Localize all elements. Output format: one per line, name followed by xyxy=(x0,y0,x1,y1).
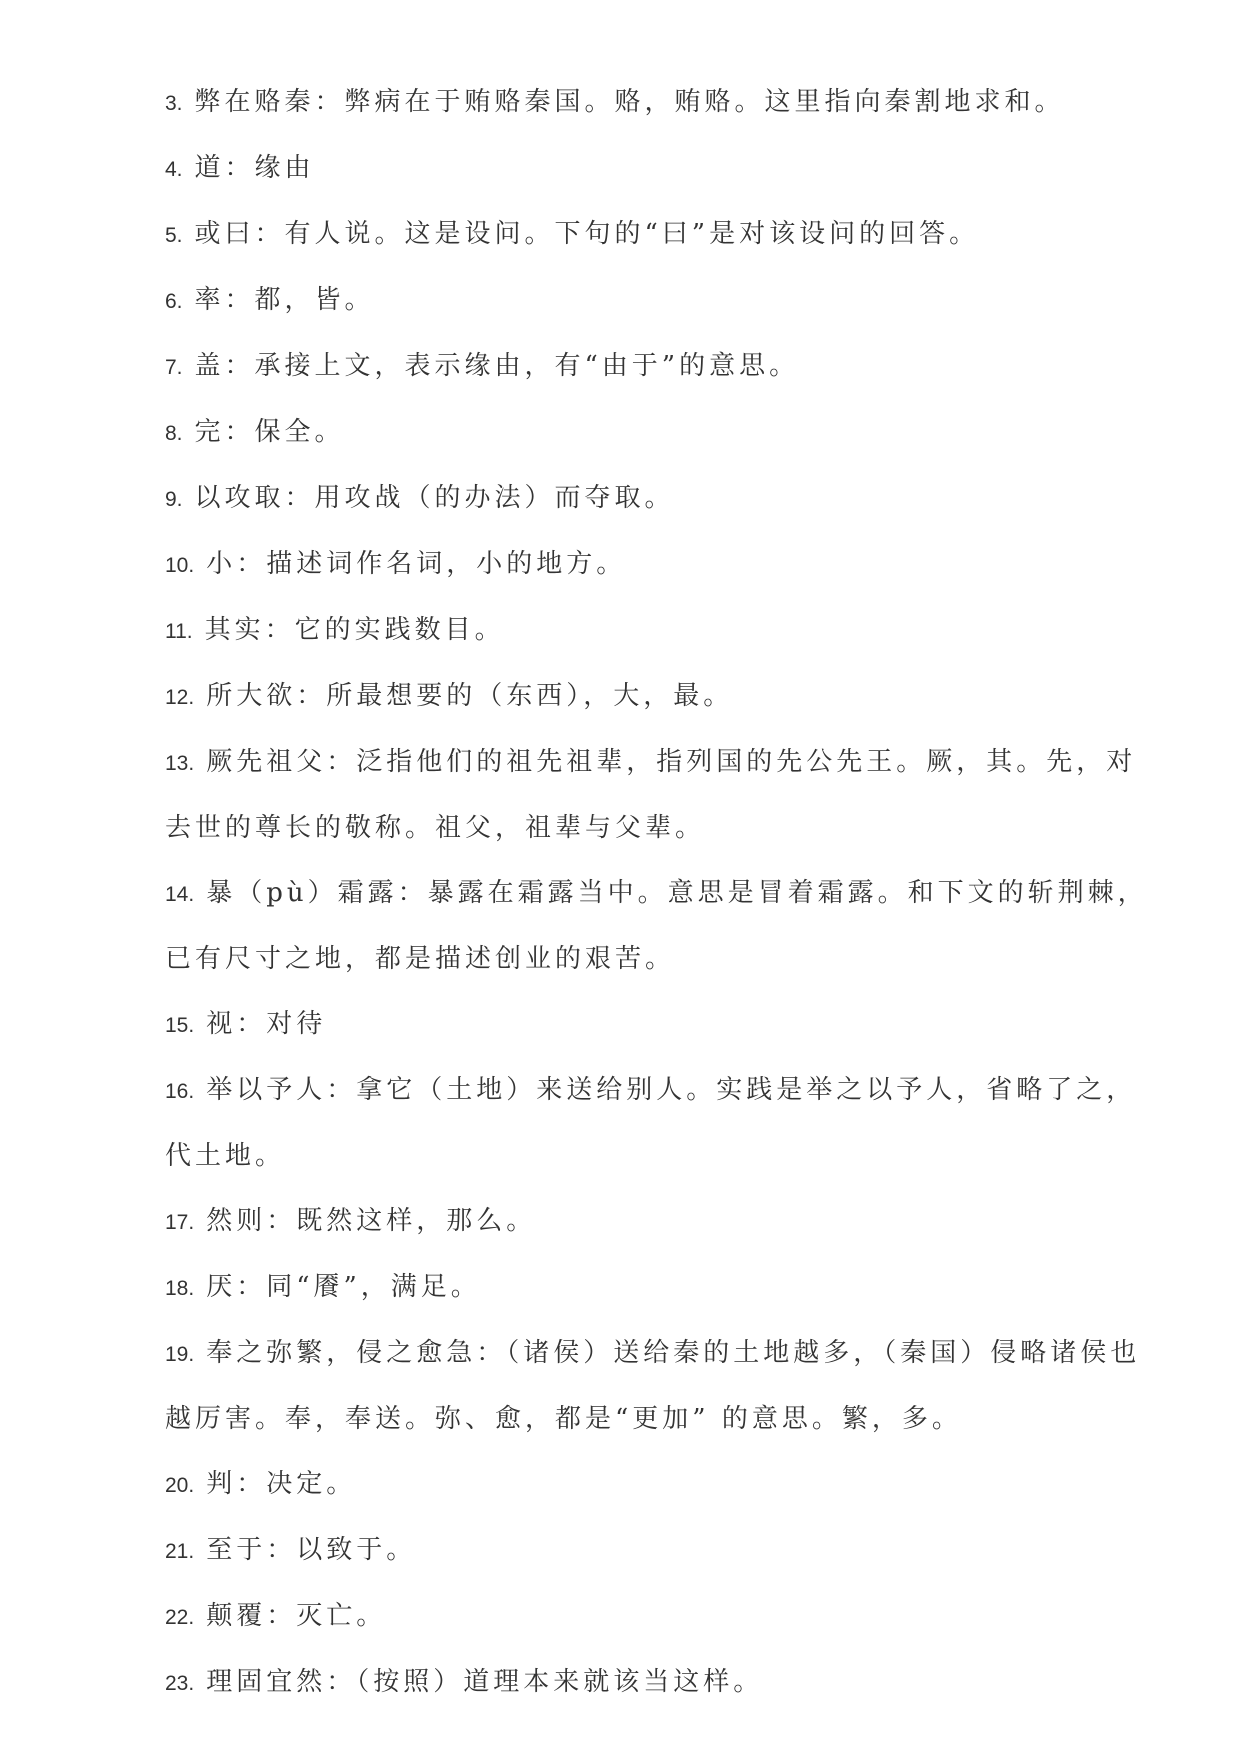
annotation-number: 10. xyxy=(165,554,195,577)
annotation-item xyxy=(165,664,1150,730)
annotation-text: 暴（pù）霜露：暴露在霜露当中。意思是冒着霜露。和下文的斩荆棘，已有尺寸之地，都是描述创业的艰苦。 xyxy=(165,878,1148,974)
annotation-text: 厌：同“餍”，满足。 xyxy=(206,1272,481,1302)
annotation-text: 举以予人：拿它（土地）来送给别人。实践是举之以予人，省略了之，代土地。 xyxy=(165,1075,1137,1171)
annotation-item xyxy=(165,532,1150,598)
annotation-item xyxy=(165,466,1150,532)
annotation-text: 理固宜然：（按照）道理本来就该当这样。 xyxy=(206,1667,764,1697)
annotation-number: 4. xyxy=(165,158,183,181)
annotation-item xyxy=(165,202,1150,268)
annotation-text: 所大欲：所最想要的（东西），大，最。 xyxy=(206,681,734,711)
annotation-text: 其实：它的实践数目。 xyxy=(204,615,505,645)
annotation-item xyxy=(165,1650,1150,1716)
annotation-item xyxy=(165,1584,1150,1650)
annotation-item xyxy=(165,400,1150,466)
annotation-text: 弊在赂秦：弊病在于贿赂秦国。赂，贿赂。这里指向秦割地求和。 xyxy=(194,87,1065,117)
annotation-number: 20. xyxy=(165,1474,195,1497)
annotation-item xyxy=(165,334,1150,400)
annotation-item xyxy=(165,861,1150,992)
annotation-item xyxy=(165,1255,1150,1321)
annotation-number: 16. xyxy=(165,1080,195,1103)
annotation-item xyxy=(165,992,1150,1058)
annotation-number: 15. xyxy=(165,1014,195,1037)
annotation-list xyxy=(165,70,1150,1716)
annotation-text: 道：缘由 xyxy=(194,153,315,183)
annotation-number: 22. xyxy=(165,1606,195,1629)
annotation-number: 13. xyxy=(165,752,195,775)
annotation-number: 6. xyxy=(165,290,183,313)
annotation-text: 以攻取：用攻战（的办法）而夺取。 xyxy=(194,483,675,513)
annotation-number: 8. xyxy=(165,422,183,445)
annotation-text: 至于：以致于。 xyxy=(206,1535,417,1565)
annotation-item xyxy=(165,1189,1150,1255)
annotation-text: 小：描述词作名词，小的地方。 xyxy=(206,549,627,579)
annotation-text: 率：都，皆。 xyxy=(194,285,375,315)
annotation-number: 3. xyxy=(165,92,183,115)
annotation-number: 14. xyxy=(165,883,195,906)
annotation-item xyxy=(165,268,1150,334)
annotation-number: 7. xyxy=(165,356,183,379)
annotation-text: 或曰：有人说。这是设问。下句的“曰”是对该设问的回答。 xyxy=(194,219,980,249)
annotation-text: 奉之弥繁，侵之愈急：（诸侯）送给秦的土地越多，（秦国）侵略诸侯也越厉害。奉，奉送。弥、愈，都是“更加” 的意思。繁，多。 xyxy=(165,1338,1141,1434)
annotation-number: 11. xyxy=(165,620,193,643)
annotation-text: 视：对待 xyxy=(206,1009,327,1039)
annotation-number: 18. xyxy=(165,1277,195,1300)
annotation-number: 17. xyxy=(165,1211,195,1234)
annotation-item xyxy=(165,136,1150,202)
annotation-text: 盖：承接上文，表示缘由，有“由于”的意思。 xyxy=(194,351,800,381)
annotation-number: 21. xyxy=(165,1540,195,1563)
annotation-item xyxy=(165,70,1150,136)
annotation-number: 19. xyxy=(165,1343,195,1366)
annotation-text: 完：保全。 xyxy=(194,417,345,447)
annotation-item xyxy=(165,598,1150,664)
annotation-item xyxy=(165,1058,1150,1189)
annotation-text: 厥先祖父：泛指他们的祖先祖辈，指列国的先公先王。厥，其。先，对去世的尊长的敬称。祖父，祖辈与父辈。 xyxy=(165,747,1137,843)
annotation-number: 23. xyxy=(165,1672,195,1695)
annotation-item xyxy=(165,1452,1150,1518)
annotation-number: 5. xyxy=(165,224,183,247)
annotation-item xyxy=(165,730,1150,861)
annotation-text: 然则：既然这样，那么。 xyxy=(206,1206,537,1236)
annotation-text: 颠覆：灭亡。 xyxy=(206,1601,387,1631)
annotation-number: 9. xyxy=(165,488,183,511)
annotation-item xyxy=(165,1321,1150,1452)
annotation-item xyxy=(165,1518,1150,1584)
annotation-number: 12. xyxy=(165,686,195,709)
annotation-text: 判：决定。 xyxy=(206,1469,357,1499)
